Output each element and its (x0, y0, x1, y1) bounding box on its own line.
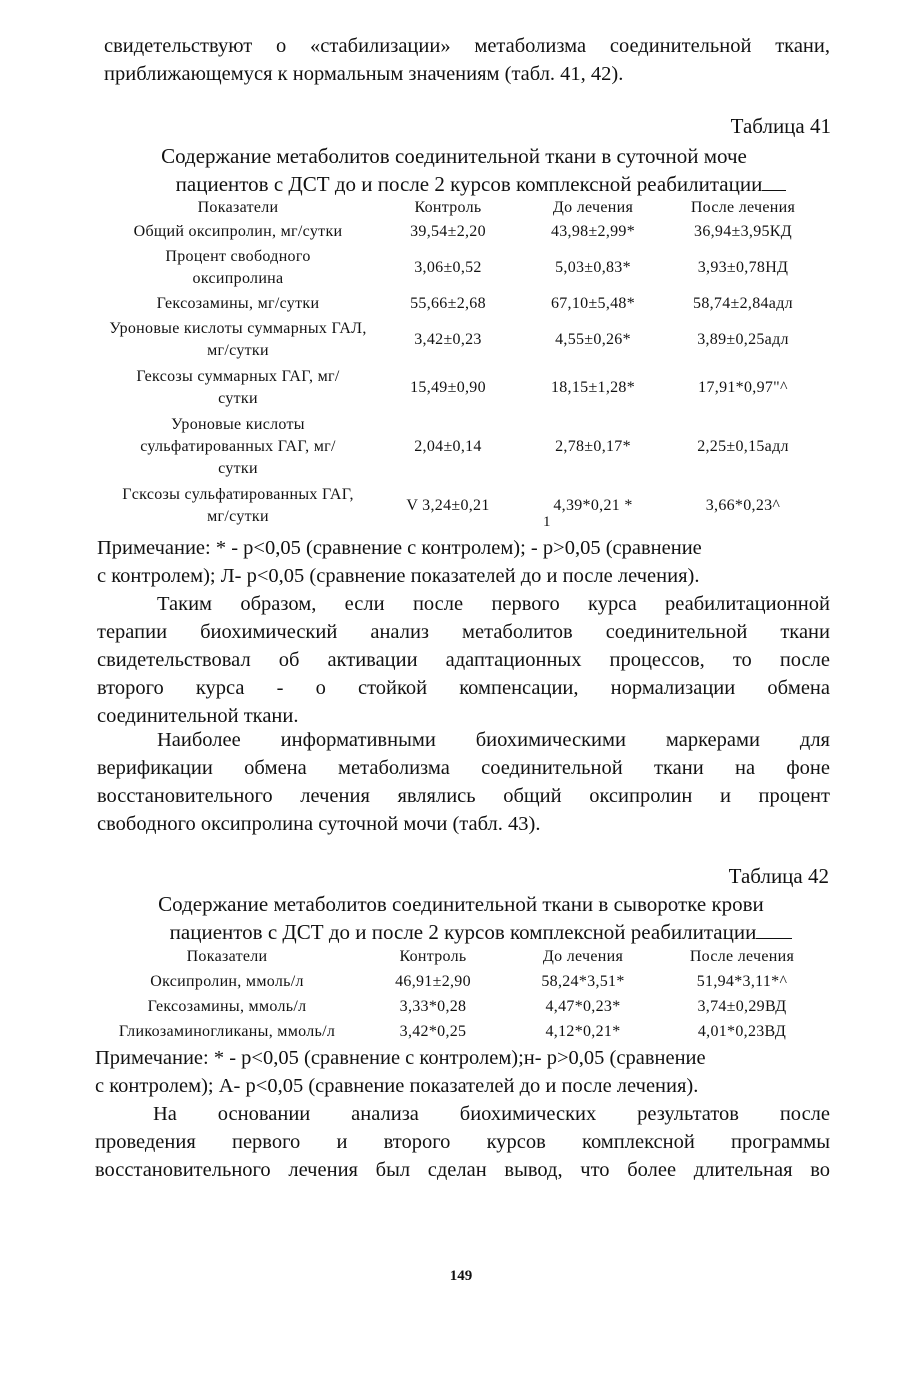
table-cell: Гликозаминогликаны, ммоль/л (118, 1022, 336, 1040)
table-cell: 51,94*3,11*^ (696, 972, 788, 990)
intro-paragraph (104, 32, 830, 88)
table-cell: 4,39*0,21 * (553, 497, 633, 514)
table-cell: 3,74±0,29ВД (697, 997, 787, 1015)
underline-rule (762, 170, 786, 191)
table-cell: 4,55±0,26* (555, 331, 631, 348)
text-line: свидетельствовал об активации адаптационных процессов, то после (97, 649, 830, 671)
column-header: До лечения (542, 947, 624, 965)
text-line: терапии биохимический анализ метаболитов соединительной ткани (97, 621, 830, 643)
table-header-row (104, 196, 824, 220)
table-cell: Уроновые кислоты сульфатированных ГАГ, мг/сутки (140, 416, 336, 477)
table41-title-line2-text: пациентов с ДСТ до и после 2 курсов комплексной реабилитации (175, 172, 763, 196)
table-cell: Гексозы суммарных ГАГ, мг/сутки (136, 368, 340, 407)
table-cell: Оксипролин, ммоль/л (150, 972, 304, 990)
table42-title-line2-text: пациентов с ДСТ до и после 2 курсов комплексной реабилитации (169, 920, 757, 944)
table-cell: 15,49±0,90 (410, 379, 486, 396)
column-header: Контроль (414, 199, 482, 216)
table-cell: 17,91*0,97"^ (698, 379, 788, 396)
table-cell: 4,01*0,23ВД (697, 1022, 787, 1040)
table-row (96, 1019, 826, 1044)
column-header: Показатели (186, 947, 268, 965)
column-header: После лечения (690, 199, 796, 216)
table42-label: Таблица 42 (728, 864, 829, 888)
table-cell: Гсксозы сульфатированных ГАГ, мг/сутки (122, 486, 354, 525)
table-cell: 43,98±2,99* (550, 223, 636, 240)
table42 (96, 944, 826, 1044)
text-line: Наиболее информативными биохимическими маркерами для (157, 729, 830, 751)
text-line: восстановительного лечения являлись общий оксипролин и процент (97, 785, 830, 807)
table-cell: 67,10±5,48* (550, 295, 636, 312)
table-cell: V 3,24±0,21 (406, 497, 490, 514)
stray-mark: 1 (543, 514, 551, 530)
table-cell: 58,74±2,84адл (693, 295, 793, 312)
table-cell: Процент свободного оксипролина (165, 248, 311, 287)
table-cell: 46,91±2,90 (395, 972, 471, 990)
table-cell: Уроновые кислоты суммарных ГАЛ, мг/сутки (109, 320, 367, 359)
table41 (104, 196, 824, 530)
table-row (104, 412, 824, 482)
table-cell: Гексозамины, мг/сутки (156, 295, 320, 312)
table41-note (97, 534, 830, 590)
table-cell: 18,15±1,28* (550, 379, 636, 396)
table-cell: 3,66*0,23^ (705, 497, 781, 514)
table-row (96, 994, 826, 1019)
table-cell: 2,04±0,14 (414, 438, 482, 455)
column-header: Показатели (197, 199, 279, 216)
table-cell: 4,47*0,23* (545, 997, 621, 1015)
column-header: Контроль (399, 947, 467, 965)
table-cell: 3,89±0,25адл (697, 331, 789, 348)
table42-title-line2 (20, 918, 922, 946)
paragraph-3 (95, 1100, 830, 1184)
text-line: приближающемуся к нормальным значениям (табл. 41, 42). (104, 63, 624, 85)
text-line: Таким образом, если после первого курса реабилитационной (157, 593, 830, 615)
table-cell: 55,66±2,68 (410, 295, 486, 312)
text-line: восстановительного лечения был сделан вывод, что более длительная во (95, 1159, 830, 1181)
table-row (104, 244, 824, 292)
text-line: свидетельствуют о «стабилизации» метаболизма соединительной ткани, (104, 35, 830, 57)
table-cell: 36,94±3,95КД (694, 223, 792, 240)
table-cell: 3,42±0,23 (414, 331, 482, 348)
note-line: с контролем); Л- р<0,05 (сравнение показателей до и после лечения). (97, 565, 700, 587)
text-line: проведения первого и второго курсов комплексной программы (95, 1131, 830, 1153)
table-cell: Гексозамины, ммоль/л (147, 997, 307, 1015)
text-line: верификации обмена метаболизма соединительной ткани на фоне (97, 757, 830, 779)
paragraph-2 (97, 726, 830, 838)
text-line: На основании анализа биохимических результатов после (153, 1103, 830, 1125)
table-cell: 5,03±0,83* (555, 259, 631, 276)
page-number: 149 (449, 1268, 473, 1284)
table-cell: 2,25±0,15адл (697, 438, 789, 455)
table-cell: 3,33*0,28 (399, 997, 467, 1015)
table-row (104, 316, 824, 364)
text-line: соединительной ткани. (97, 705, 299, 727)
note-line: Примечание: * - р<0,05 (сравнение с контролем);н- р>0,05 (сравнение (95, 1047, 706, 1069)
table-row (104, 292, 824, 316)
table-cell: 3,42*0,25 (399, 1022, 467, 1040)
table-cell: 4,12*0,21* (545, 1022, 621, 1040)
table41-title-line1: Содержание метаболитов соединительной ткани в суточной моче (161, 144, 747, 168)
paragraph-1 (97, 590, 830, 730)
column-header: До лечения (552, 199, 634, 216)
column-header: После лечения (689, 947, 795, 965)
table-row (104, 364, 824, 412)
table-cell: 58,24*3,51* (541, 972, 625, 990)
table-cell: 2,78±0,17* (555, 438, 631, 455)
table-cell: 39,54±2,20 (410, 223, 486, 240)
table-row (104, 482, 824, 530)
table42-title-line1: Содержание метаболитов соединительной ткани в сыворотке крови (158, 892, 764, 916)
table-cell: 3,93±0,78НД (697, 259, 789, 276)
table-row (104, 220, 824, 244)
text-line: свободного оксипролина суточной мочи (табл. 43). (97, 813, 541, 835)
text-line: второго курса - о стойкой компенсации, нормализации обмена (97, 677, 830, 699)
table42-note (95, 1044, 828, 1100)
note-line: с контролем); А- р<0,05 (сравнение показателей до и после лечения). (95, 1075, 699, 1097)
note-line: Примечание: * - р<0,05 (сравнение с контролем); - р>0,05 (сравнение (97, 537, 702, 559)
table-header-row (96, 944, 826, 969)
table41-label: Таблица 41 (730, 114, 831, 138)
table41-title-line2 (20, 170, 922, 198)
table-row (96, 969, 826, 994)
table-cell: Общий оксипролин, мг/сутки (133, 223, 343, 240)
table-cell: 3,06±0,52 (414, 259, 482, 276)
underline-rule (756, 918, 792, 939)
